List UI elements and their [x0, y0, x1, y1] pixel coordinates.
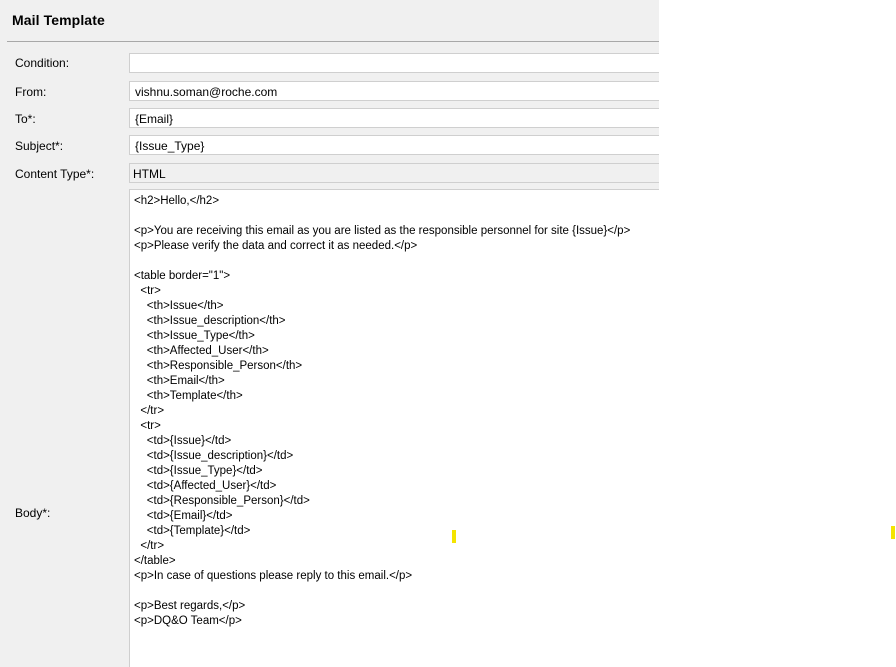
- body-line: <p>Please verify the data and correct it as needed.</p>: [134, 240, 418, 252]
- body-line: </tr>: [134, 405, 165, 417]
- yellow-marker: [452, 530, 456, 543]
- subject-label: Subject*:: [15, 139, 64, 153]
- body-line: <th>Issue</th>: [134, 300, 224, 312]
- body-line: <th>Responsible_Person</th>: [134, 360, 303, 372]
- body-line: <td>{Issue}</td>: [134, 435, 232, 447]
- body-line: <th>Template</th>: [134, 390, 243, 402]
- body-line: <td>{Template}</td>: [134, 525, 251, 537]
- body-line: <table border="1">: [134, 270, 231, 282]
- body-line: <p>Best regards,</p>: [134, 600, 246, 612]
- yellow-marker-edge: [891, 526, 895, 539]
- condition-label: Condition:: [15, 56, 70, 70]
- to-field[interactable]: {Email}: [129, 108, 659, 128]
- panel-title: Mail Template: [12, 12, 105, 28]
- body-line: [134, 254, 659, 269]
- body-line: <td>{Issue_Type}</td>: [134, 465, 263, 477]
- body-line: <th>Email</th>: [134, 375, 225, 387]
- body-line: [134, 584, 659, 599]
- to-label: To*:: [15, 112, 36, 126]
- title-separator: [7, 41, 659, 42]
- body-line: [134, 209, 659, 224]
- from-label: From:: [15, 85, 47, 99]
- body-line: <tr>: [134, 285, 161, 297]
- from-field[interactable]: vishnu.soman@roche.com: [129, 81, 659, 101]
- body-line: <td>{Responsible_Person}</td>: [134, 495, 310, 507]
- body-line: <p>DQ&O Team</p>: [134, 615, 242, 627]
- content-type-field[interactable]: HTML: [129, 163, 659, 183]
- body-line: <p>In case of questions please reply to this email.</p>: [134, 570, 413, 582]
- body-line: <h2>Hello,</h2>: [134, 195, 220, 207]
- subject-field[interactable]: {Issue_Type}: [129, 135, 659, 155]
- body-label: Body*:: [15, 506, 51, 520]
- body-line: <th>Affected_User</th>: [134, 345, 269, 357]
- body-line: <td>{Affected_User}</td>: [134, 480, 277, 492]
- condition-field[interactable]: [129, 53, 659, 73]
- body-textarea[interactable]: [129, 189, 659, 667]
- body-line: <th>Issue_Type</th>: [134, 330, 255, 342]
- content-type-label: Content Type*:: [15, 167, 95, 181]
- body-line: <tr>: [134, 420, 161, 432]
- body-line: <th>Issue_description</th>: [134, 315, 286, 327]
- body-line: <td>{Issue_description}</td>: [134, 450, 294, 462]
- body-line: </table>: [134, 555, 176, 567]
- body-line: <p>You are receiving this email as you are listed as the responsible personnel for site {Issue}</p>: [134, 225, 631, 237]
- body-line: <td>{Email}</td>: [134, 510, 233, 522]
- body-line: </tr>: [134, 540, 165, 552]
